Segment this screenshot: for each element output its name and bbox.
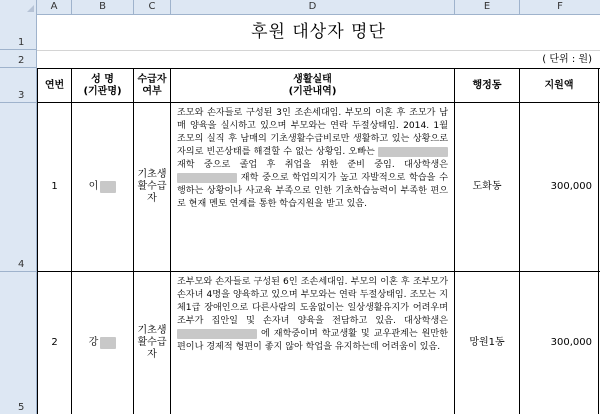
header-situation[interactable] xyxy=(171,69,454,102)
row1-description[interactable] xyxy=(171,103,454,271)
row2-name[interactable] xyxy=(72,272,133,414)
header-no[interactable]: 연번 xyxy=(44,79,65,91)
row1-name-text: 이 xyxy=(88,181,99,192)
row-header-5[interactable]: 5 xyxy=(0,272,37,414)
row2-amount[interactable]: 300,000 xyxy=(550,337,592,348)
row1-desc-part3: 재학 중으로 학업의지가 높고 자발적으로 학습을 수행하는 상황이나 사교육 부족으로 인한 기초학습능력이 부족한 편으로 현재 멘토 연계를 통한 학습지원을 받고 있음. xyxy=(177,173,448,209)
header-name-line2: (기관명) xyxy=(83,85,122,97)
row2-desc-part1: 조부모와 손자들로 구성된 6인 조손세대임. 부모의 이혼 후 조부모가 손자녀 4명을 양육하고 있으며 부모와는 연락 두절상태임. 조모는 지체1급 장애인으로 다른사람의 도움없이는 일상생활유지가 어려우며 조부가 집안일 및 손자녀 양육을 전담하고 있음. 대상학생은 xyxy=(177,277,448,326)
column-header-a[interactable]: A xyxy=(37,0,72,14)
redacted-name xyxy=(100,181,116,193)
redacted-school xyxy=(177,173,237,183)
redacted-school xyxy=(378,147,448,157)
row2-benefit[interactable]: 기초생활수급자 xyxy=(137,325,167,360)
header-amount[interactable]: 지원액 xyxy=(544,79,574,91)
sheet-title[interactable]: 후원 대상자 명단 xyxy=(251,22,386,42)
row2-name-text: 강 xyxy=(88,337,99,348)
select-all-corner[interactable] xyxy=(0,0,37,14)
redacted-name xyxy=(100,337,116,349)
redacted-school xyxy=(177,329,257,339)
column-header-d[interactable]: D xyxy=(171,0,455,14)
header-name-line1: 성 명 xyxy=(91,73,114,85)
header-name[interactable] xyxy=(72,69,133,102)
row1-no[interactable]: 1 xyxy=(51,181,58,192)
row-header-3[interactable]: 3 xyxy=(0,68,37,103)
row1-desc-part2: 재학 중으로 졸업 후 취업을 위한 준비 중임. 대상학생은 xyxy=(177,160,448,170)
header-district[interactable]: 행정동 xyxy=(472,79,502,91)
column-header-f[interactable]: F xyxy=(557,1,563,12)
row2-description[interactable] xyxy=(171,272,454,414)
row1-amount[interactable]: 300,000 xyxy=(550,181,592,192)
row1-benefit[interactable]: 기초생활수급자 xyxy=(137,169,167,204)
unit-note[interactable]: ( 단위 : 원) xyxy=(542,54,592,65)
row-header-4[interactable]: 4 xyxy=(0,103,37,272)
row2-desc-part2: 에 재학중이며 학교생활 및 교우관계는 원만한 편이나 경제적 형편이 좋지 않아 학업을 유지하는데 어려움이 있음. xyxy=(177,329,448,352)
row-header-1[interactable]: 1 xyxy=(0,14,37,50)
row1-name[interactable] xyxy=(72,103,133,271)
header-benefit[interactable] xyxy=(134,69,170,102)
row1-desc-part1: 조모와 손자들로 구성된 3인 조손세대임. 부모의 이혼 후 조모가 남매 양육을 실시하고 있으며 부모와는 연락 두절상태임. 2014. 1월 조모의 실직 후 남매의 기초생활수급비로만 생활하고 있는 상황으로 자의로 빈곤상태를 해결할 수 없는 상황임. 오빠는 xyxy=(177,108,448,157)
row1-district[interactable]: 도화동 xyxy=(472,181,502,192)
header-situation-line2: (기관내역) xyxy=(288,85,337,97)
row-header-2[interactable]: 2 xyxy=(0,50,37,68)
header-benefit-line1: 수급자 xyxy=(137,73,167,85)
column-header-b[interactable]: B xyxy=(72,0,134,14)
header-situation-line1: 생활실태 xyxy=(293,73,332,85)
row2-no[interactable]: 2 xyxy=(51,337,58,348)
column-header-c[interactable]: C xyxy=(134,0,171,14)
table-border xyxy=(598,68,599,414)
column-header-e[interactable]: E xyxy=(455,0,520,14)
row2-district[interactable]: 망원1동 xyxy=(469,337,505,348)
header-benefit-line2: 여부 xyxy=(142,85,162,97)
